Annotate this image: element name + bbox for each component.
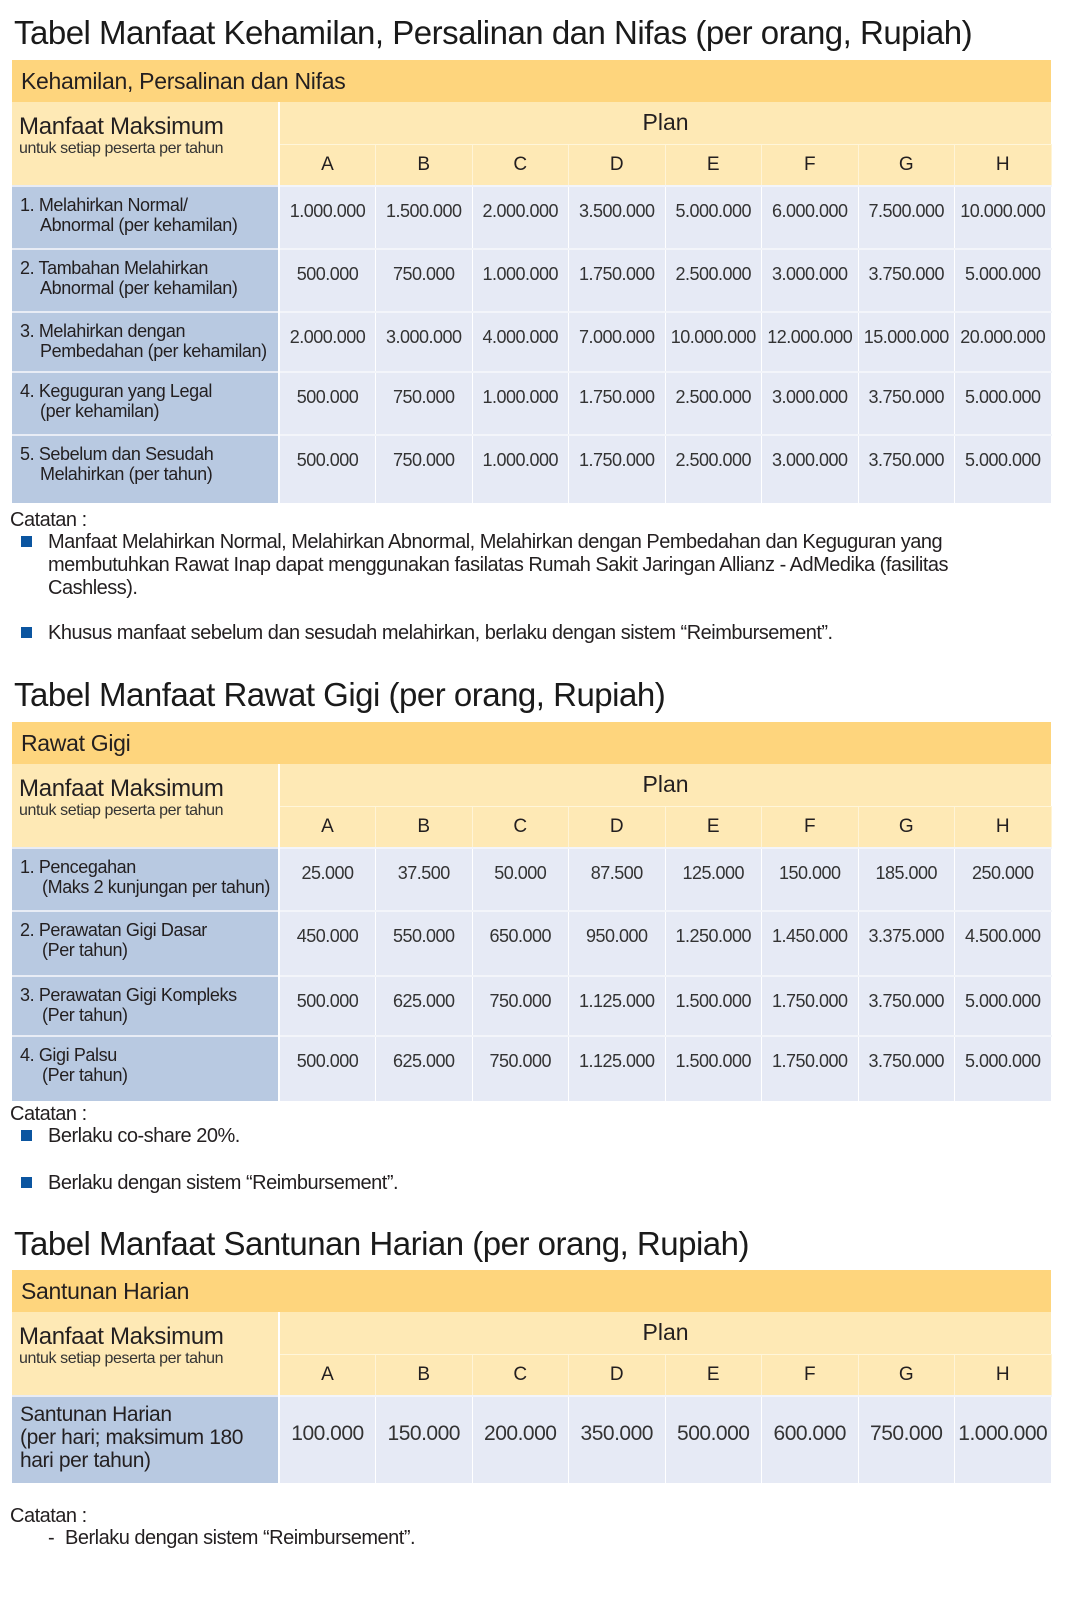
plan-header: Plan [279,102,1051,144]
cell: 1.000.000 [955,1396,1052,1483]
row-label: 2. Tambahan Melahirkan Abnormal (per kehamilan) [12,249,279,312]
plan-c-header: C [472,1354,569,1396]
cell: 2.000.000 [472,186,569,249]
cell: 100.000 [279,1396,376,1483]
cell: 1.750.000 [762,1036,859,1101]
plan-e-header: E [665,1354,762,1396]
plan-header: Plan [279,764,1051,806]
cell: 7.000.000 [569,312,666,372]
cell: 350.000 [569,1396,666,1483]
cell: 1.500.000 [376,186,473,249]
cell: 1.125.000 [569,1036,666,1101]
cell: 2.000.000 [279,312,376,372]
plan-h-header: H [955,806,1052,848]
cell: 950.000 [569,911,666,976]
cell: 1.500.000 [665,976,762,1036]
cell: 500.000 [665,1396,762,1483]
cell: 125.000 [665,848,762,911]
cell: 5.000.000 [955,976,1052,1036]
plan-d-header: D [569,144,666,186]
cell: 1.750.000 [569,249,666,312]
cell: 500.000 [279,976,376,1036]
notes-title: Catatan : [10,509,87,531]
cell: 3.750.000 [858,372,955,435]
notes-title: Catatan : [10,1505,87,1527]
plan-header: Plan [279,1312,1051,1354]
cell: 750.000 [472,976,569,1036]
table-row [12,911,1051,976]
square-bullet-icon [21,1130,32,1141]
plan-a-header: A [279,806,376,848]
cell: 4.500.000 [955,911,1052,976]
note-item: Manfaat Melahirkan Normal, Melahirkan Abnormal, Melahirkan dengan Pembedahan dan Keguguran yang membutuhkan Rawat Inap dapat menggunakan fasilatas Rumah Sakit Jaringan Allianz - AdMedika (fasilitas Cashless). [10,531,1070,600]
cell: 2.500.000 [665,435,762,503]
cell: 750.000 [376,372,473,435]
cell: 25.000 [279,848,376,911]
table-row [12,435,1051,503]
cell: 5.000.000 [955,249,1052,312]
cell: 750.000 [472,1036,569,1101]
cell: 3.500.000 [569,186,666,249]
cell: 5.000.000 [955,435,1052,503]
maternity-notes [10,509,1070,645]
dash-bullet-icon: - [48,1527,55,1549]
cell: 1.450.000 [762,911,859,976]
cell: 150.000 [376,1396,473,1483]
cell: 150.000 [762,848,859,911]
cell: 3.750.000 [858,249,955,312]
plan-f-header: F [762,806,859,848]
daily-band: Santunan Harian [12,1270,1051,1312]
plan-b-header: B [376,1354,473,1396]
cell: 3.750.000 [858,976,955,1036]
row-label: 1. Melahirkan Normal/ Abnormal (per kehamilan) [12,186,279,249]
square-bullet-icon [21,627,32,638]
table-row [12,312,1051,372]
row-label: 3. Melahirkan dengan Pembedahan (per kehamilan) [12,312,279,372]
cell: 185.000 [858,848,955,911]
table-row [12,372,1051,435]
cell: 10.000.000 [955,186,1052,249]
cell: 3.000.000 [762,249,859,312]
cell: 1.000.000 [472,249,569,312]
cell: 5.000.000 [955,372,1052,435]
cell: 600.000 [762,1396,859,1483]
cell: 625.000 [376,1036,473,1101]
row-label: 4. Keguguran yang Legal (per kehamilan) [12,372,279,435]
note-item: - Berlaku dengan sistem “Reimbursement”. [48,1527,416,1549]
plan-e-header: E [665,144,762,186]
cell: 2.500.000 [665,372,762,435]
note-item: Berlaku dengan sistem “Reimbursement”. [10,1172,1070,1195]
cell: 500.000 [279,249,376,312]
cell: 15.000.000 [858,312,955,372]
dental-table [12,764,1052,1101]
plan-d-header: D [569,1354,666,1396]
cell: 1.000.000 [472,435,569,503]
cell: 2.500.000 [665,249,762,312]
cell: 500.000 [279,435,376,503]
cell: 20.000.000 [955,312,1052,372]
cell: 1.000.000 [279,186,376,249]
plan-a-header: A [279,1354,376,1396]
cell: 3.750.000 [858,1036,955,1101]
cell: 1.750.000 [762,976,859,1036]
cell: 200.000 [472,1396,569,1483]
plan-e-header: E [665,806,762,848]
maternity-table [12,102,1052,503]
cell: 3.000.000 [376,312,473,372]
cell: 750.000 [376,249,473,312]
cell: 5.000.000 [665,186,762,249]
cell: 3.750.000 [858,435,955,503]
cell: 3.375.000 [858,911,955,976]
cell: 4.000.000 [472,312,569,372]
cell: 5.000.000 [955,1036,1052,1101]
square-bullet-icon [21,536,32,547]
cell: 750.000 [376,435,473,503]
cell: 1.500.000 [665,1036,762,1101]
row-label: 3. Perawatan Gigi Kompleks (Per tahun) [12,976,279,1036]
cell: 750.000 [858,1396,955,1483]
maternity-title: Tabel Manfaat Kehamilan, Persalinan dan Nifas (per orang, Rupiah) [14,14,973,51]
cell: 87.500 [569,848,666,911]
cell: 500.000 [279,372,376,435]
note-item: Berlaku co-share 20%. [10,1125,1070,1148]
dental-notes [10,1103,1070,1195]
plan-f-header: F [762,144,859,186]
daily-notes [10,1505,1070,1550]
cell: 3.000.000 [762,372,859,435]
plan-g-header: G [858,144,955,186]
plan-d-header: D [569,806,666,848]
max-benefit-header: Manfaat Maksimum untuk setiap peserta per tahun [12,1312,279,1396]
note-item: Khusus manfaat sebelum dan sesudah melahirkan, berlaku dengan sistem “Reimbursement”. [10,622,1070,645]
row-label: Santunan Harian (per hari; maksimum 180 hari per tahun) [12,1396,279,1483]
cell: 6.000.000 [762,186,859,249]
dental-title: Tabel Manfaat Rawat Gigi (per orang, Rupiah) [14,676,666,713]
plan-h-header: H [955,144,1052,186]
cell: 450.000 [279,911,376,976]
daily-table [12,1312,1052,1483]
row-label: 4. Gigi Palsu (Per tahun) [12,1036,279,1101]
plan-a-header: A [279,144,376,186]
cell: 1.250.000 [665,911,762,976]
row-label: 5. Sebelum dan Sesudah Melahirkan (per tahun) [12,435,279,503]
plan-f-header: F [762,1354,859,1396]
table-row [12,1396,1051,1483]
row-label: 2. Perawatan Gigi Dasar (Per tahun) [12,911,279,976]
cell: 37.500 [376,848,473,911]
table-row [12,976,1051,1036]
plan-b-header: B [376,806,473,848]
cell: 50.000 [472,848,569,911]
table-row [12,186,1051,249]
cell: 12.000.000 [762,312,859,372]
cell: 1.750.000 [569,435,666,503]
cell: 1.125.000 [569,976,666,1036]
square-bullet-icon [21,1177,32,1188]
notes-title: Catatan : [10,1103,87,1125]
daily-title: Tabel Manfaat Santunan Harian (per orang, Rupiah) [14,1225,749,1262]
plan-g-header: G [858,1354,955,1396]
cell: 1.750.000 [569,372,666,435]
cell: 550.000 [376,911,473,976]
plan-c-header: C [472,144,569,186]
max-benefit-header: Manfaat Maksimum untuk setiap peserta per tahun [12,764,279,848]
cell: 500.000 [279,1036,376,1101]
plan-h-header: H [955,1354,1052,1396]
cell: 1.000.000 [472,372,569,435]
max-benefit-header: Manfaat Maksimum untuk setiap peserta per tahun [12,102,279,186]
cell: 250.000 [955,848,1052,911]
plan-b-header: B [376,144,473,186]
plan-c-header: C [472,806,569,848]
cell: 7.500.000 [858,186,955,249]
table-row [12,1036,1051,1101]
cell: 10.000.000 [665,312,762,372]
plan-g-header: G [858,806,955,848]
maternity-band: Kehamilan, Persalinan dan Nifas [12,60,1051,102]
cell: 650.000 [472,911,569,976]
cell: 3.000.000 [762,435,859,503]
table-row [12,249,1051,312]
row-label: 1. Pencegahan (Maks 2 kunjungan per tahun) [12,848,279,911]
table-row [12,848,1051,911]
dental-band: Rawat Gigi [12,722,1051,764]
cell: 625.000 [376,976,473,1036]
